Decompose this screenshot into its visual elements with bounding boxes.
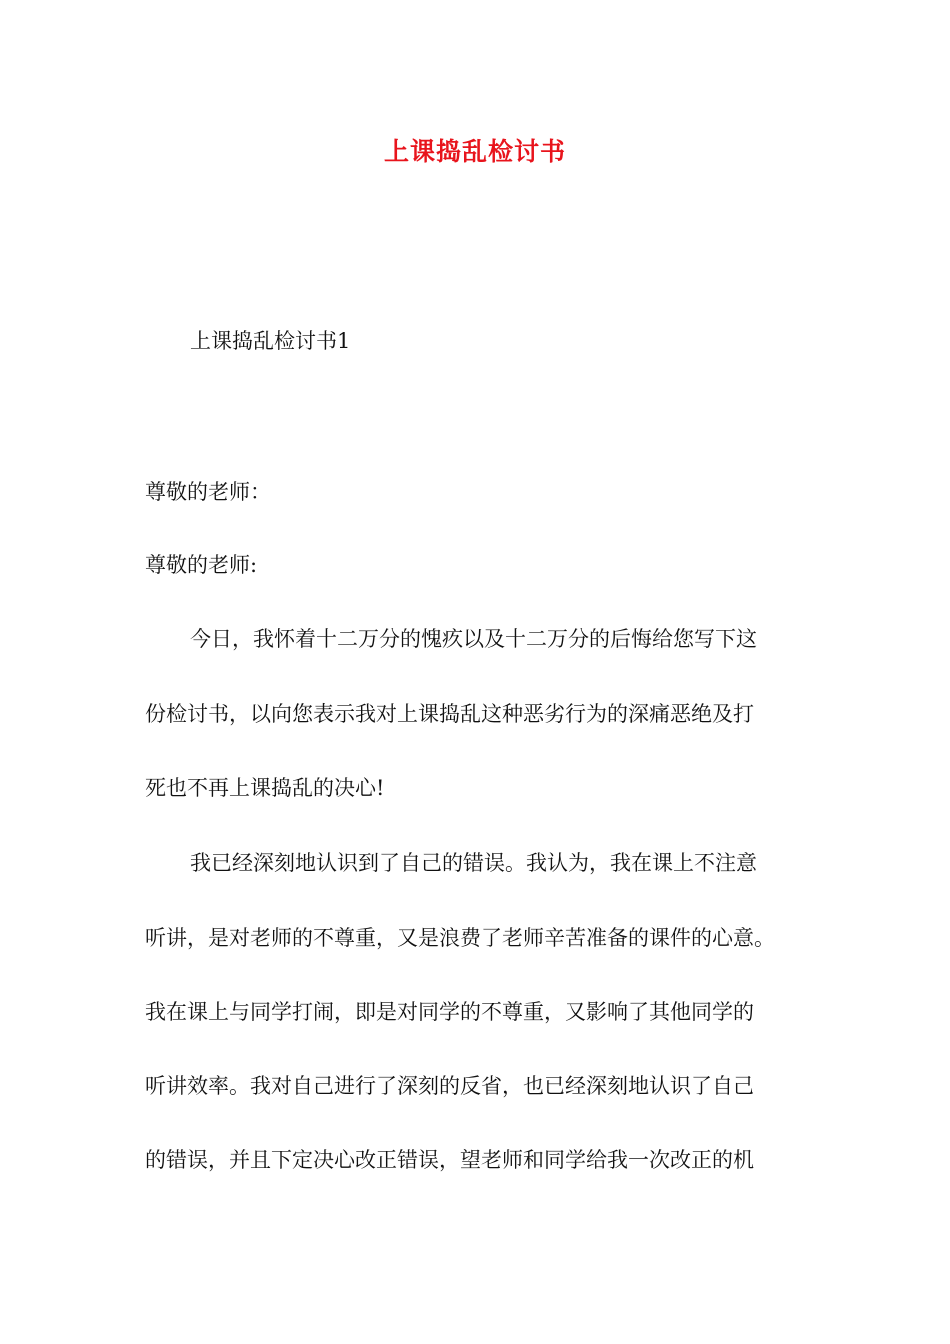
document-title: 上课捣乱检讨书: [383, 137, 566, 166]
salutation-line-2: 尊敬的老师:: [145, 553, 258, 577]
section-heading: 上课捣乱检讨书1: [190, 329, 351, 353]
salutation-line-1: 尊敬的老师：: [145, 480, 271, 504]
paragraph-2-line-5: 的错误，并且下定决心改正错误，望老师和同学给我一次改正的机: [145, 1148, 754, 1172]
paragraph-1-line-3: 死也不再上课捣乱的决心!: [145, 776, 385, 800]
paragraph-2-line-1: 我已经深刻地认识到了自己的错误。我认为，我在课上不注意: [190, 851, 757, 875]
paragraph-2-line-4: 听讲效率。我对自己进行了深刻的反省，也已经深刻地认识了自己: [145, 1074, 754, 1098]
paragraph-1-line-2: 份检讨书，以向您表示我对上课捣乱这种恶劣行为的深痛恶绝及打: [145, 702, 754, 726]
paragraph-2-line-3: 我在课上与同学打闹，即是对同学的不尊重，又影响了其他同学的: [145, 1000, 754, 1024]
paragraph-2-line-2: 听讲，是对老师的不尊重，又是浪费了老师辛苦准备的课件的心意。: [145, 926, 775, 950]
paragraph-1-line-1: 今日，我怀着十二万分的愧疚以及十二万分的后悔给您写下这: [190, 627, 757, 651]
